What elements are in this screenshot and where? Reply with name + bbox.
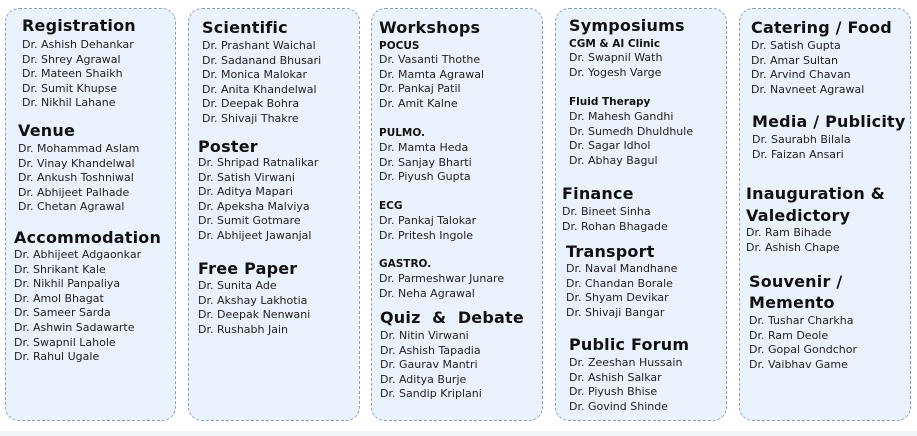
member-name: Dr. Deepak Nenwani <box>198 308 311 322</box>
member-list-cgm-ai-clinic <box>569 51 662 80</box>
member-name: Dr. Ashish Dehankar <box>22 38 134 51</box>
member-list-poster <box>198 156 318 244</box>
member-list-free-paper <box>198 279 310 337</box>
member-name: Dr. Shrey Agrawal <box>22 52 121 66</box>
member-name: Dr. Gaurav Mantri <box>380 358 478 372</box>
member-name: Dr. Parmeshwar Junare <box>379 272 505 285</box>
section-title-free-paper: Free Paper <box>198 259 298 278</box>
member-name: Dr. Vinay Khandelwal <box>18 156 135 170</box>
member-name: Dr. Swapnil Wath <box>569 51 663 64</box>
member-name: Dr. Vaibhav Game <box>749 357 848 371</box>
member-name: Dr. Pankaj Patil <box>379 82 461 96</box>
member-name: Dr. Gopal Gondchor <box>749 343 857 357</box>
section-title-poster: Poster <box>198 137 258 156</box>
member-name: Dr. Chetan Agrawal <box>18 200 125 214</box>
member-list-fluid-therapy <box>569 110 693 168</box>
member-name: Dr. Abhijeet Palhade <box>18 185 130 199</box>
member-name: Dr. Aditya Mapari <box>198 185 293 199</box>
member-name: Dr. Yogesh Varge <box>569 65 662 79</box>
section-title-venue: Venue <box>18 121 75 140</box>
member-name: Dr. Ankush Toshniwal <box>18 171 134 185</box>
member-name: Dr. Swapnil Lahole <box>14 335 116 349</box>
member-name: Dr. Shrikant Kale <box>14 262 106 276</box>
member-name: Dr. Rushabh Jain <box>198 322 289 336</box>
member-name: Dr. Navneet Agrawal <box>751 82 865 96</box>
member-list-public-forum <box>569 356 682 414</box>
subsection-title-fluid-therapy: Fluid Therapy <box>569 96 651 108</box>
member-list-transport <box>566 262 677 320</box>
member-name: Dr. Pritesh Ingole <box>379 228 474 242</box>
member-name: Dr. Nitin Virwani <box>380 329 469 342</box>
subsection-title-ecg: ECG <box>379 200 403 212</box>
section-title-workshops: Workshops <box>379 18 481 37</box>
member-name: Dr. Naval Mandhane <box>566 262 678 275</box>
member-list-pocus <box>379 53 484 111</box>
subsection-title-gastro: GASTRO. <box>379 258 432 270</box>
section-title-scientific: Scientific <box>202 18 288 37</box>
member-name: Dr. Abhijeet Adgaonkar <box>14 248 142 261</box>
section-title-media-publicity: Media / Publicity <box>752 112 906 131</box>
member-name: Dr. Nikhil Panpaliya <box>14 277 121 291</box>
member-name: Dr. Ram Bihade <box>746 226 832 239</box>
section-title-public-forum: Public Forum <box>569 335 690 354</box>
member-name: Dr. Abhay Bagul <box>569 153 658 167</box>
member-list-inauguration-valedictory <box>746 226 840 255</box>
member-name: Dr. Ram Deole <box>749 328 829 342</box>
member-name: Dr. Ashwin Sadawarte <box>14 320 135 334</box>
member-name: Dr. Shripad Ratnalikar <box>198 156 319 169</box>
member-name: Dr. Shivaji Bangar <box>566 305 665 319</box>
member-list-registration <box>22 38 134 111</box>
member-name: Dr. Saurabh Bilala <box>752 133 851 146</box>
section-title-symposiums: Symposiums <box>569 16 685 35</box>
member-list-catering-food <box>751 39 864 97</box>
member-name: Dr. Mohammad Aslam <box>18 142 140 155</box>
member-list-media-publicity <box>752 133 851 162</box>
member-name: Dr. Apeksha Malviya <box>198 199 310 213</box>
member-name: Dr. Rahul Ugale <box>14 350 100 364</box>
member-name: Dr. Satish Gupta <box>751 39 841 52</box>
member-name: Dr. Satish Virwani <box>198 170 295 184</box>
member-name: Dr. Abhijeet Jawanjal <box>198 228 312 242</box>
member-name: Dr. Aditya Burje <box>380 372 467 386</box>
member-list-souvenir-memento <box>749 314 857 372</box>
member-name: Dr. Sandip Kriplani <box>380 387 482 401</box>
member-name: Dr. Zeeshan Hussain <box>569 356 683 369</box>
member-name: Dr. Akshay Lakhotia <box>198 293 308 307</box>
member-name: Dr. Shivaji Thakre <box>202 111 299 125</box>
member-list-accommodation <box>14 248 141 365</box>
section-title-inauguration-valedictory: Inauguration & <box>746 184 885 203</box>
member-name: Dr. Sumedh Dhuldhule <box>569 124 694 138</box>
section-title-catering-food: Catering / Food <box>751 18 892 37</box>
member-name: Dr. Prashant Waichal <box>202 39 316 52</box>
section-title-souvenir-memento-line-2: Memento <box>749 293 835 312</box>
member-name: Dr. Arvind Chavan <box>751 68 851 82</box>
member-name: Dr. Chandan Borale <box>566 276 673 290</box>
member-name: Dr. Amar Sultan <box>751 53 839 67</box>
member-name: Dr. Sumit Khupse <box>22 81 118 95</box>
member-list-finance <box>562 205 668 234</box>
member-name: Dr. Pankaj Talokar <box>379 214 477 227</box>
member-name: Dr. Ashish Chape <box>746 240 840 254</box>
member-name: Dr. Piyush Bhise <box>569 385 658 399</box>
member-name: Dr. Sagar Idhol <box>569 139 651 153</box>
member-name: Dr. Bineet Sinha <box>562 205 651 218</box>
member-name: Dr. Sadanand Bhusari <box>202 53 322 67</box>
section-title-accommodation: Accommodation <box>14 228 162 247</box>
member-list-scientific <box>202 39 321 127</box>
member-name: Dr. Monica Malokar <box>202 68 307 82</box>
member-name: Dr. Shyam Devikar <box>566 291 669 305</box>
member-name: Dr. Mamta Heda <box>379 141 469 154</box>
member-name: Dr. Mahesh Gandhi <box>569 110 674 123</box>
member-name: Dr. Faizan Ansari <box>752 147 844 161</box>
section-title-inauguration-valedictory-line-2: Valedictory <box>746 206 851 225</box>
section-title-registration: Registration <box>22 16 136 35</box>
member-name: Dr. Deepak Bohra <box>202 97 300 111</box>
page-bottom-edge <box>0 431 917 436</box>
member-list-gastro <box>379 272 504 301</box>
member-name: Dr. Sunita Ade <box>198 279 277 292</box>
member-list-quiz-debate <box>380 329 482 402</box>
member-name: Dr. Tushar Charkha <box>749 314 854 327</box>
member-name: Dr. Piyush Gupta <box>379 170 471 184</box>
section-title-souvenir-memento: Souvenir / <box>749 272 843 291</box>
member-name: Dr. Vasanti Thothe <box>379 53 481 66</box>
member-name: Dr. Sumit Gotmare <box>198 214 301 228</box>
member-name: Dr. Anita Khandelwal <box>202 82 317 96</box>
member-name: Dr. Mamta Agrawal <box>379 67 485 81</box>
member-name: Dr. Amit Kalne <box>379 96 458 110</box>
member-name: Dr. Amol Bhagat <box>14 291 104 305</box>
subsection-title-cgm-ai-clinic: CGM & AI Clinic <box>569 38 661 50</box>
member-name: Dr. Neha Agrawal <box>379 286 475 300</box>
member-name: Dr. Rohan Bhagade <box>562 219 668 233</box>
member-name: Dr. Sameer Sarda <box>14 306 111 320</box>
section-title-transport: Transport <box>566 242 655 261</box>
section-title-finance: Finance <box>562 184 634 203</box>
member-list-venue <box>18 142 139 215</box>
section-title-quiz-debate: Quiz & Debate <box>380 308 524 327</box>
subsection-title-pocus: POCUS <box>379 40 420 52</box>
member-list-ecg <box>379 214 476 243</box>
member-name: Dr. Nikhil Lahane <box>22 96 116 110</box>
member-name: Dr. Ashish Tapadia <box>380 343 481 357</box>
member-name: Dr. Sanjay Bharti <box>379 155 472 169</box>
member-name: Dr. Ashish Salkar <box>569 370 662 384</box>
member-name: Dr. Govind Shinde <box>569 399 668 413</box>
subsection-title-pulmo: PULMO. <box>379 127 426 139</box>
member-list-pulmo <box>379 141 472 185</box>
member-name: Dr. Mateen Shaikh <box>22 67 123 81</box>
